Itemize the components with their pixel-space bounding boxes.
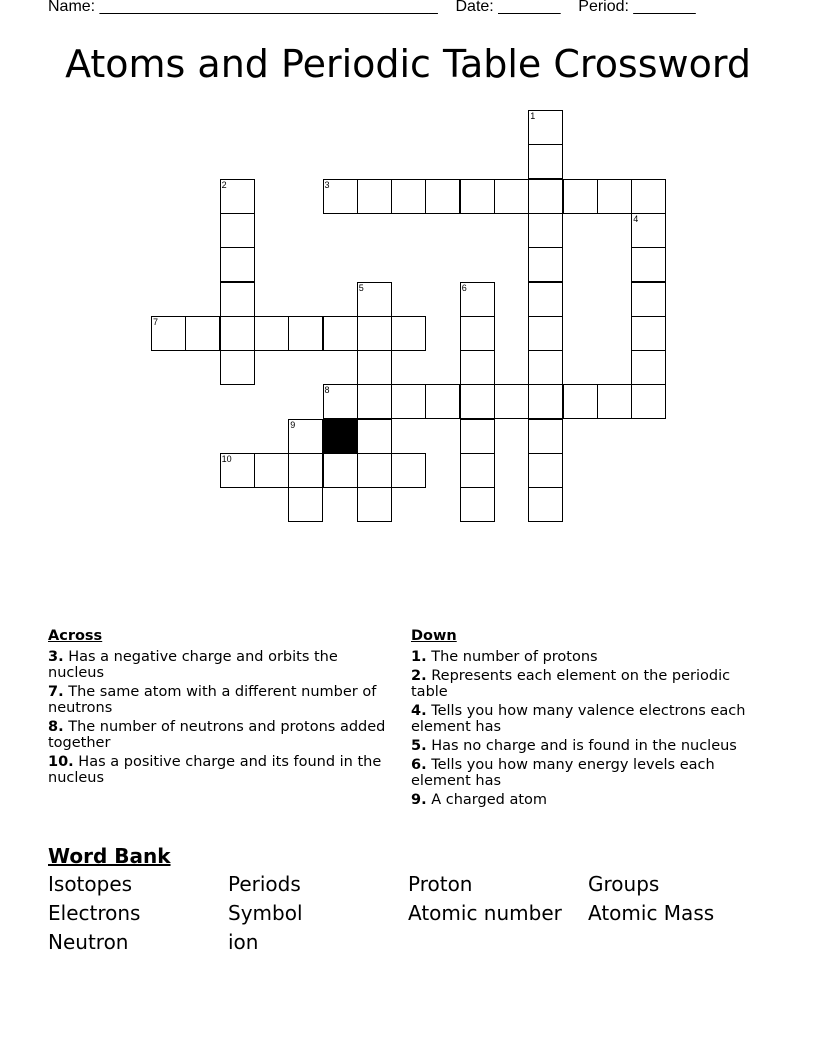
crossword-cell[interactable] (220, 316, 255, 351)
cell-number: 4 (633, 213, 639, 224)
clue-down-2 (411, 668, 756, 700)
crossword-cell[interactable] (425, 384, 460, 419)
crossword-cell[interactable] (151, 316, 186, 351)
word-bank-item: Isotopes (48, 872, 133, 896)
clue-number: 5. (411, 738, 427, 754)
clue-down-9 (411, 792, 756, 808)
cell-number: 1 (530, 111, 536, 121)
crossword-block (323, 419, 358, 454)
word-bank-item: Neutron (48, 930, 129, 954)
word-bank-item: Proton (408, 872, 473, 896)
down-clues (411, 628, 756, 811)
cell-number: 8 (324, 385, 330, 396)
clue-text: Has a positive charge and its found in the nucleus (48, 754, 382, 786)
crossword-cell[interactable] (597, 179, 632, 214)
crossword-cell[interactable] (357, 487, 392, 522)
crossword-cell[interactable] (631, 247, 666, 282)
crossword-cell[interactable] (528, 350, 563, 385)
crossword-cell[interactable] (460, 419, 495, 454)
clue-number: 3. (48, 649, 64, 665)
crossword-cell[interactable] (631, 213, 666, 248)
across-heading: Across (48, 628, 103, 644)
crossword-cell[interactable] (631, 384, 666, 419)
clue-text: Has a negative charge and orbits the nucleus (48, 649, 338, 681)
crossword-cell[interactable] (357, 419, 392, 454)
clue-text: The number of protons (431, 649, 598, 665)
crossword-cell[interactable] (494, 179, 529, 214)
crossword-cell[interactable] (357, 282, 392, 317)
clue-down-5 (411, 738, 756, 754)
crossword-cell[interactable] (391, 453, 426, 488)
header-fields (48, 0, 696, 16)
date-field[interactable]: Date: _______ (455, 0, 561, 15)
crossword-cell[interactable] (563, 179, 598, 214)
crossword-cell[interactable] (220, 213, 255, 248)
cell-number: 5 (358, 282, 364, 293)
period-field[interactable]: Period: _______ (578, 0, 696, 15)
down-heading: Down (411, 628, 457, 644)
clue-number: 7. (48, 684, 64, 700)
cell-number: 9 (290, 419, 296, 430)
clue-text: Tells you how many energy levels each element has (411, 757, 715, 789)
crossword-cell[interactable] (288, 487, 323, 522)
clue-down-6 (411, 757, 756, 789)
crossword-cell[interactable] (391, 316, 426, 351)
crossword-cell[interactable] (597, 384, 632, 419)
clue-number: 10. (48, 754, 74, 770)
clue-number: 4. (411, 703, 427, 719)
clue-number: 6. (411, 757, 427, 773)
crossword-cell[interactable] (528, 110, 563, 145)
crossword-cell[interactable] (357, 316, 392, 351)
word-bank-item: ion (228, 930, 259, 954)
crossword-cell[interactable] (254, 316, 289, 351)
crossword-cell[interactable] (460, 350, 495, 385)
crossword-cell[interactable] (528, 179, 563, 214)
crossword-cell[interactable] (460, 487, 495, 522)
word-bank-heading: Word Bank (48, 844, 171, 868)
clue-across-3 (48, 649, 393, 681)
crossword-cell[interactable] (494, 384, 529, 419)
crossword-cell[interactable] (528, 213, 563, 248)
cell-number: 6 (461, 282, 467, 293)
clue-text: Has no charge and is found in the nucleus (431, 738, 737, 754)
crossword-cell[interactable] (528, 384, 563, 419)
crossword-cell[interactable] (391, 384, 426, 419)
word-bank (48, 872, 768, 955)
crossword-cell[interactable] (357, 179, 392, 214)
crossword-cell[interactable] (288, 419, 323, 454)
clue-text: The same atom with a different number of neutrons (48, 684, 377, 716)
crossword-cell[interactable] (391, 179, 426, 214)
crossword-cell[interactable] (357, 350, 392, 385)
cell-number: 7 (153, 316, 159, 327)
crossword-cell[interactable] (460, 282, 495, 317)
word-bank-item: Groups (588, 872, 660, 896)
clue-text: A charged atom (431, 792, 548, 808)
crossword-cell[interactable] (357, 384, 392, 419)
crossword-cell[interactable] (528, 453, 563, 488)
crossword-cell[interactable] (220, 247, 255, 282)
crossword-cell[interactable] (631, 316, 666, 351)
crossword-cell[interactable] (220, 282, 255, 317)
clue-text: Represents each element on the periodic table (411, 668, 731, 700)
crossword-cell[interactable] (220, 179, 255, 214)
cell-number: 10 (221, 454, 232, 464)
word-bank-item: Electrons (48, 901, 141, 925)
crossword-cell[interactable] (528, 282, 563, 317)
clue-number: 1. (411, 649, 427, 665)
crossword-cell[interactable] (528, 144, 563, 179)
cell-number: 3 (324, 179, 330, 190)
clue-across-8 (48, 719, 393, 751)
crossword-cell[interactable] (425, 179, 460, 214)
crossword-cell[interactable] (460, 384, 495, 419)
crossword-cell[interactable] (528, 487, 563, 522)
clue-down-4 (411, 703, 756, 735)
crossword-cell[interactable] (288, 316, 323, 351)
crossword-cell[interactable] (528, 247, 563, 282)
crossword-cell[interactable] (288, 453, 323, 488)
word-bank-item: Periods (228, 872, 301, 896)
crossword-cell[interactable] (460, 316, 495, 351)
crossword-cell[interactable] (631, 282, 666, 317)
clue-text: The number of neutrons and protons added together (48, 719, 386, 751)
clue-number: 9. (411, 792, 427, 808)
crossword-cell[interactable] (460, 453, 495, 488)
word-bank-item: Atomic number (408, 901, 562, 925)
crossword-cell[interactable] (323, 179, 358, 214)
crossword-cell[interactable] (323, 316, 358, 351)
clue-text: Tells you how many valence electrons each element has (411, 703, 746, 735)
page-title: Atoms and Periodic Table Crossword (65, 42, 751, 86)
clue-across-10 (48, 754, 393, 786)
crossword-cell[interactable] (631, 350, 666, 385)
crossword-cell[interactable] (220, 453, 255, 488)
crossword-cell[interactable] (631, 179, 666, 214)
word-bank-item: Symbol (228, 901, 303, 925)
crossword-cell[interactable] (323, 453, 358, 488)
crossword-cell[interactable] (323, 384, 358, 419)
crossword-cell[interactable] (254, 453, 289, 488)
crossword-cell[interactable] (220, 350, 255, 385)
clue-number: 8. (48, 719, 64, 735)
name-field[interactable]: Name: ______________________________________ (48, 0, 438, 15)
crossword-cell[interactable] (528, 316, 563, 351)
crossword-cell[interactable] (563, 384, 598, 419)
crossword-cell[interactable] (460, 179, 495, 214)
clue-down-1 (411, 649, 756, 665)
across-clues (48, 628, 393, 789)
crossword-cell[interactable] (185, 316, 220, 351)
crossword-cell[interactable] (528, 419, 563, 454)
crossword-cell[interactable] (357, 453, 392, 488)
word-bank-item: Atomic Mass (588, 901, 715, 925)
clue-across-7 (48, 684, 393, 716)
clue-number: 2. (411, 668, 427, 684)
cell-number: 2 (221, 179, 227, 190)
